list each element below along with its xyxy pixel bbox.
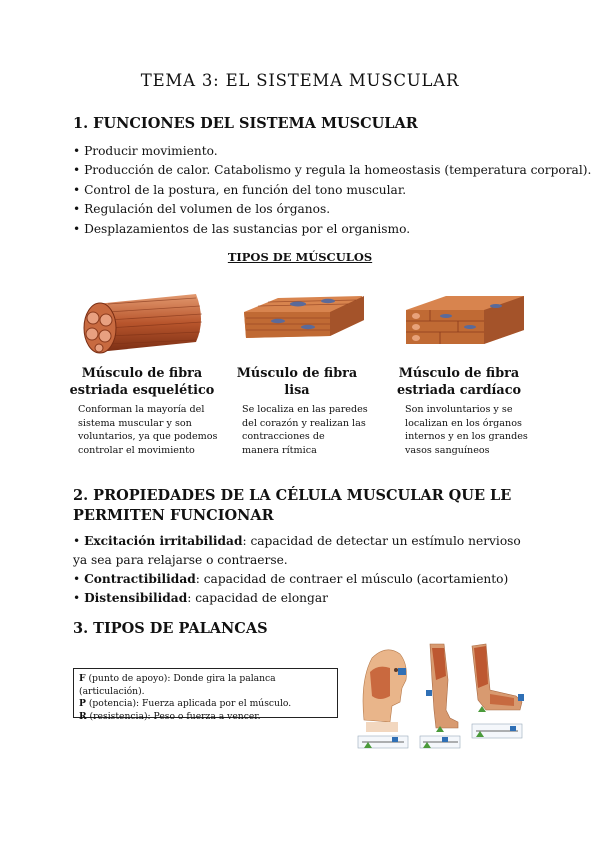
legend-item: R (resistencia): Peso o fuerza a vencer. bbox=[79, 710, 261, 722]
list-item: • Producción de calor. Catabolismo y regula la homeostasis (temperatura corporal). bbox=[73, 163, 592, 178]
head-lever-illustration bbox=[356, 640, 416, 750]
list-item: • Producir movimiento. bbox=[73, 144, 218, 158]
list-item: • Desplazamientos de las sustancias por el organismo. bbox=[73, 221, 411, 236]
skeletal-muscle-illustration bbox=[78, 290, 208, 358]
skeletal-muscle-description: Conforman la mayoría del sistema muscular y son voluntarios, ya que podemos controlar el movimiento bbox=[78, 404, 218, 456]
lever-legend-box bbox=[73, 668, 338, 722]
legend-item: F (punto de apoyo): Donde gira la palanca (articulación). bbox=[79, 673, 276, 697]
cardiac-muscle-illustration bbox=[400, 290, 530, 358]
arm-lever-illustration bbox=[466, 640, 528, 750]
muscle-types-heading: TIPOS DE MÚSCULOS bbox=[227, 250, 373, 264]
skeletal-muscle-name: Músculo de fibra estriada esquelético bbox=[69, 366, 215, 398]
section2-heading: 2. PROPIEDADES DE LA CÉLULA MUSCULAR QUE LE PERMITEN FUNCIONAR bbox=[73, 487, 512, 524]
page-title: TEMA 3: EL SISTEMA MUSCULAR bbox=[140, 71, 460, 90]
cardiac-muscle-description: Son involuntarios y se localizan en los órganos internos y en los grandes vasos sanguíneos bbox=[405, 404, 528, 456]
list-item: • Contractibilidad: capacidad de contraer el músculo (acortamiento) bbox=[73, 572, 509, 586]
list-item: • Control de la postura, en función del tono muscular. bbox=[73, 182, 407, 197]
smooth-muscle-description: Se localiza en las paredes del corazón y realizan las contracciones de manera rítmica bbox=[242, 404, 368, 456]
cardiac-muscle-name: Músculo de fibra estriada cardíaco bbox=[396, 366, 522, 398]
section3-heading: 3. TIPOS DE PALANCAS bbox=[73, 620, 268, 637]
legend-item: P (potencia): Fuerza aplicada por el músculo. bbox=[79, 698, 292, 710]
list-item: • Distensibilidad: capacidad de elongar bbox=[73, 591, 328, 605]
leg-lever-illustration bbox=[418, 640, 463, 750]
list-item: • Regulación del volumen de los órganos. bbox=[73, 202, 331, 217]
list-item: • Excitación irritabilidad: capacidad de detectar un estímulo nervioso ya sea para relajarse o contraerse. bbox=[73, 534, 521, 567]
section1-heading: 1. FUNCIONES DEL SISTEMA MUSCULAR bbox=[73, 115, 418, 132]
properties-list bbox=[73, 532, 538, 608]
smooth-muscle-name: Músculo de fibra lisa bbox=[236, 366, 358, 398]
smooth-muscle-illustration bbox=[238, 290, 368, 358]
functions-list bbox=[73, 142, 591, 239]
